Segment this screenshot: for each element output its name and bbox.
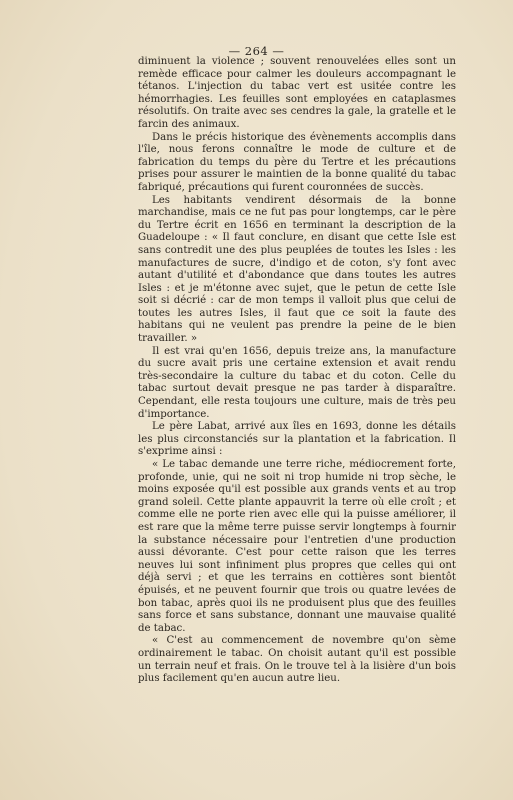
paragraph-5: Le père Labat, arrivé aux îles en 1693, donne les détails les plus circonstanciés sur la plantation et la fabrication. Il s'exprime ainsi : [138,421,456,458]
paragraph-3: Les habitants vendirent désormais de la bonne marchandise, mais ce ne fut pas pour longtemps, car le père du Tertre écrit en 1656 en terminant la description de la Guadeloupe : « Il faut conclure, en disant que cette Isle est sans contredit une des plus peuplées de toutes les Isles : les manufactures de sucre, d'indigo et de coton, s'y font avec autant d'utilité et d'abondance que dans toutes les autres Isles : et je m'étonne avec sujet, que le petun de cette Isle soit si décrié : car de mon temps il valloit plus que celui de toutes les autres Isles, il faut que ce soit la faute des habitans qui ne veulent pas prendre la peine de le bien travailler. » [138,194,456,345]
page-number: — 264 — [228,44,285,58]
paragraph-2: Dans le précis historique des évènements accomplis dans l'île, nous ferons connaître le mode de culture et de fabrication du temps du père du Tertre et les précautions prises pour assurer le maintien de la bonne qualité du tabac fabriqué, précautions qui furent couronnées de succès. [138,131,456,193]
paragraph-4: Il est vrai qu'en 1656, depuis treize ans, la manufacture du sucre avait pris une certaine extension et avait rendu très-secondaire la culture du tabac et du coton. Celle du tabac surtout devait presque ne pas tarder à disparaître. Cependant, elle resta toujours une culture, mais de très peu d'importance. [138,345,456,420]
paragraph-7: « C'est au commencement de novembre qu'on sème ordinairement le tabac. On choisit autant qu'il est possible un terrain neuf et frais. On le trouve tel à la lisière d'un bois plus facilement qu'en aucun autre lieu. [138,635,456,685]
paragraph-6: « Le tabac demande une terre riche, médiocrement forte, profonde, unie, qui ne soit ni trop humide ni trop sèche, le moins exposée qu'il est possible aux grands vents et au trop grand soleil. Cette plante appauvrit la terre où elle croît ; et comme elle ne porte rien avec elle qui la puisse améliorer, il est rare que la même terre puisse servir longtemps à fournir la substance nécessaire pour l'entretien d'une production aussi dévorante. C'est pour cette raison que les terres neuves lui sont infiniment plus propres que celles qui ont déjà servi ; et que les terrains en cottières sont bientôt épuisés, et ne peuvent fournir que trois ou quatre levées de bon tabac, après quoi ils ne produisent plus que des feuilles sans force et sans substance, donnant une mauvaise qualité de tabac. [138,459,456,634]
paragraph-1: diminuent la violence ; souvent renouvelées elles sont un remède efficace pour calmer les douleurs accompagnant le tétanos. L'injection du tabac vert est usitée contre les hémorrhagies. Les feuilles sont employées en cataplasmes résolutifs. On traite avec ses cendres la gale, la gratelle et le farcin des animaux. [138,56,456,130]
body-text [138,56,456,686]
